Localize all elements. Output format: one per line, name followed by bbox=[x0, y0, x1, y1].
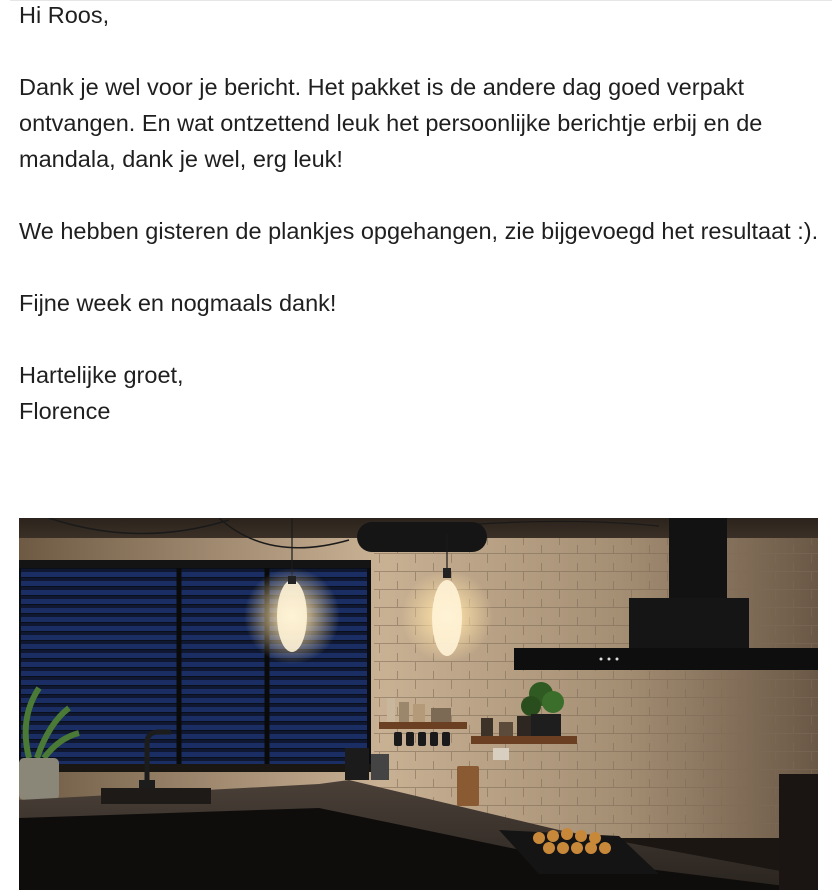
email-paragraph-1: Dank je wel voor je bericht. Het pakket is de andere dag goed verpakt ontvangen. En wat ontzettend leuk het persoonlijke berichtje erbij en de mandala, dank je wel, erg leuk! bbox=[19, 74, 763, 172]
email-body bbox=[19, 0, 819, 429]
email-greeting: Hi Roos, bbox=[19, 2, 110, 28]
email-signature-block bbox=[19, 357, 819, 429]
attached-photo[interactable] bbox=[19, 518, 818, 890]
kitchen-photo-image bbox=[19, 518, 818, 890]
email-signature: Florence bbox=[19, 398, 111, 424]
email-closing: Hartelijke groet, bbox=[19, 362, 184, 388]
email-paragraph-2: We hebben gisteren de plankjes opgehangen, zie bijgevoegd het resultaat :). bbox=[19, 218, 819, 244]
email-paragraph-3: Fijne week en nogmaals dank! bbox=[19, 290, 337, 316]
